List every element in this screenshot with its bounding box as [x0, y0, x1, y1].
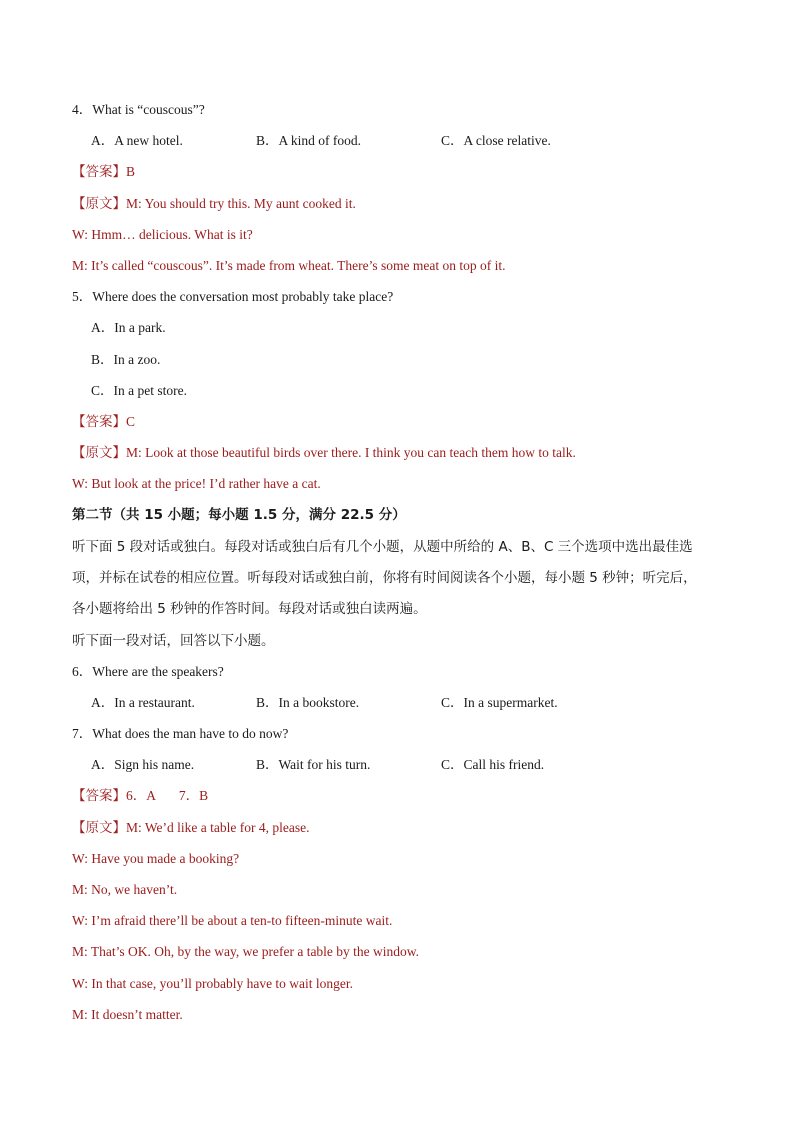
q5-script-line: [72, 444, 576, 462]
instruction-line: 听下面 5 段对话或独白。每段对话或独白后有几个小题，从题中所给的 A、B、C 三个选项中选出最佳选: [72, 539, 693, 555]
q6-option-c: C．In a supermarket.: [441, 695, 558, 710]
q7-script-line: W: I’m afraid there’ll be about a ten-to fifteen-minute wait.: [72, 913, 393, 928]
answer-value: B: [126, 164, 136, 179]
answer-tag: 【答案】: [72, 414, 126, 430]
sub-instruction: 听下面一段对话，回答以下小题。: [72, 633, 275, 649]
question-4: 4．What is “couscous”?: [72, 102, 205, 117]
q6-option-a: A．In a restaurant.: [91, 695, 195, 710]
q5-option-a: A．In a park.: [91, 320, 166, 335]
q7-script-line: M: It doesn’t matter.: [72, 1007, 183, 1022]
script-tag: 【原文】: [72, 196, 126, 212]
q4-option-a: A．A new hotel.: [91, 133, 183, 148]
instruction-line: 各小题将给出 5 秒钟的作答时间。每段对话或独白读两遍。: [72, 601, 427, 617]
script-text: M: Look at those beautiful birds over there. I think you can teach them how to talk.: [126, 445, 576, 460]
script-tag: 【原文】: [72, 445, 126, 461]
q4-answer: [72, 163, 135, 181]
instruction-line: 项，并标在试卷的相应位置。听每段对话或独白前，你将有时间阅读各个小题，每小题 5 秒钟；听完后，: [72, 570, 697, 586]
question-7: 7．What does the man have to do now?: [72, 726, 289, 741]
q5-option-b: B．In a zoo.: [91, 352, 161, 367]
script-text: M: You should try this. My aunt cooked it.: [126, 196, 356, 211]
q7-option-b: B．Wait for his turn.: [256, 757, 371, 772]
q7-option-a: A．Sign his name.: [91, 757, 195, 772]
q4-option-c: C．A close relative.: [441, 133, 551, 148]
question-5: 5．Where does the conversation most probably take place?: [72, 289, 394, 304]
q4-script-line: W: Hmm… delicious. What is it?: [72, 227, 253, 242]
q6-7-answer: [72, 787, 208, 805]
q4-option-b: B．A kind of food.: [256, 133, 362, 148]
q7-script-line: M: That’s OK. Oh, by the way, we prefer a table by the window.: [72, 944, 420, 959]
q5-answer: [72, 413, 135, 431]
q7-script-line: W: In that case, you’ll probably have to wait longer.: [72, 976, 354, 991]
answer-value: C: [126, 414, 136, 429]
q4-script-line: M: It’s called “couscous”. It’s made from wheat. There’s some meat on top of it.: [72, 258, 506, 273]
q7-script-line: [72, 819, 309, 837]
q7-option-c: C．Call his friend.: [441, 757, 545, 772]
section-heading: 第二节（共 15 小题；每小题 1.5 分，满分 22.5 分）: [72, 507, 406, 523]
answer-value: 6．A 7．B: [126, 788, 209, 803]
q4-script-line: [72, 195, 356, 213]
question-6: 6．Where are the speakers?: [72, 664, 224, 679]
q5-option-c: C．In a pet store.: [91, 383, 187, 398]
q7-script-line: W: Have you made a booking?: [72, 851, 240, 866]
q7-script-line: M: No, we haven’t.: [72, 882, 178, 897]
answer-tag: 【答案】: [72, 788, 126, 804]
q6-option-b: B．In a bookstore.: [256, 695, 360, 710]
q5-script-line: W: But look at the price! I’d rather have a cat.: [72, 476, 321, 491]
script-tag: 【原文】: [72, 820, 126, 836]
script-text: M: We’d like a table for 4, please.: [126, 820, 310, 835]
answer-tag: 【答案】: [72, 164, 126, 180]
